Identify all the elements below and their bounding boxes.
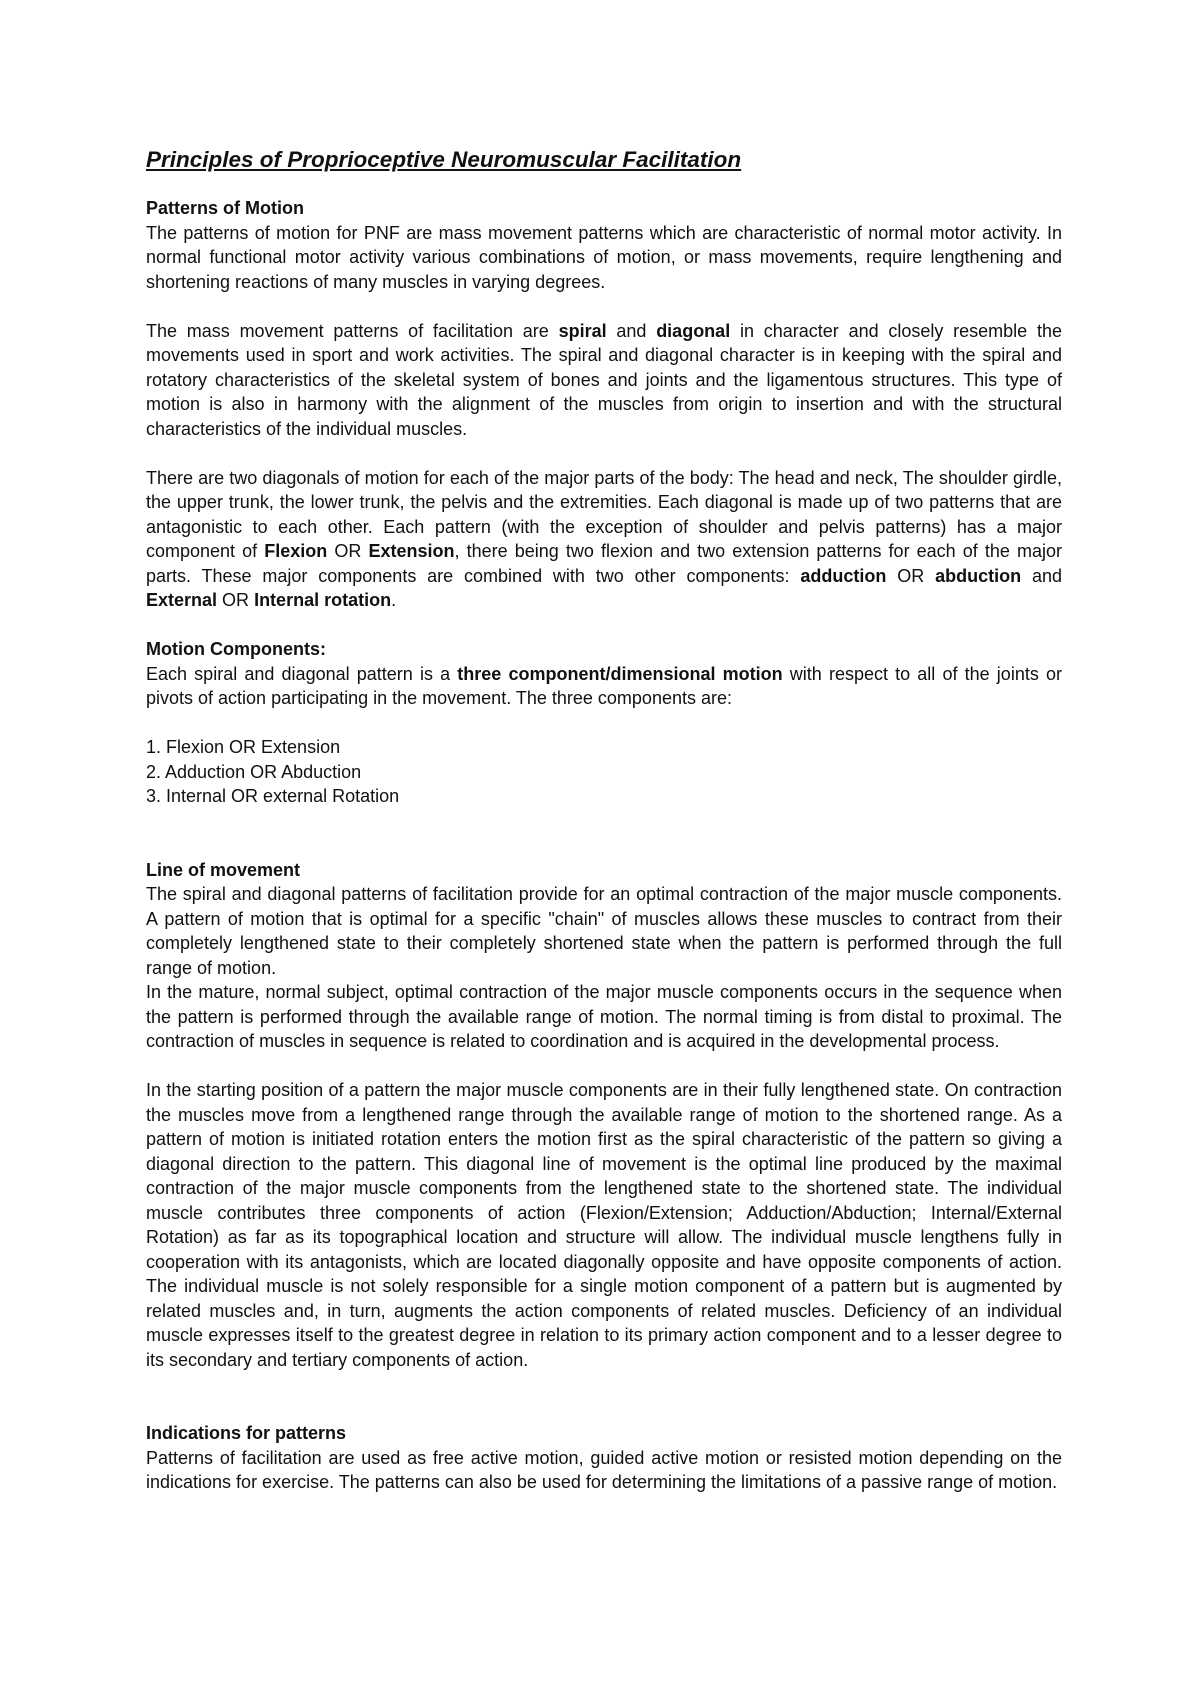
text-run: with respect to all of the joints or pivots of action participating in the movement. The three components are:	[146, 663, 1062, 708]
section-heading: Patterns of Motion	[146, 198, 304, 218]
list-item: 1. Flexion OR Extension	[146, 737, 341, 757]
paragraph	[146, 466, 1062, 613]
text-run: OR	[217, 590, 255, 610]
bold-term-extension: Extension	[368, 541, 455, 561]
text-run: .	[391, 590, 397, 610]
list-item: 3. Internal OR external Rotation	[146, 786, 400, 806]
list-item: 2. Adduction OR Abduction	[146, 761, 362, 782]
paragraph	[146, 319, 1062, 442]
bold-term-three-component: three component/dimensional motion	[457, 663, 783, 684]
section-patterns-of-motion	[146, 196, 1062, 613]
paragraph: Patterns of facilitation are used as free active motion, guided active motion or resisted motion depending on the indications for exercise. The patterns can also be used for determining the limitations of a passive range of motion.	[146, 1447, 1062, 1492]
bold-term-abduction: abduction	[935, 565, 1022, 586]
section-motion-components	[146, 637, 1062, 809]
paragraph: In the mature, normal subject, optimal contraction of the major muscle components occurs in the sequence when the pattern is performed through the available range of motion. The normal timing is from distal to proximal. The contraction of muscles in sequence is related to coordination and is acquired in the developmental process.	[146, 982, 1062, 1051]
text-run: and	[606, 320, 657, 341]
section-heading: Indications for patterns	[146, 1423, 347, 1443]
text-run: in character and closely resemble the movements used in sport and work activities. The spiral and diagonal character is in keeping with the spiral and rotatory characteristics of the skeletal system of bones and joints and the ligamentous structures. This type of motion is also in harmony with the alignment of the muscles from origin to insertion and with the structural characteristics of the individual muscles.	[146, 320, 1062, 439]
bold-term-flexion: Flexion	[264, 541, 328, 561]
bold-term-diagonal: diagonal	[656, 320, 731, 341]
text-run: and	[1021, 565, 1062, 586]
text-run: OR	[327, 541, 369, 561]
bold-term-spiral: spiral	[558, 320, 607, 341]
text-run: There are two diagonals of motion for each of the major parts of the body: The head and neck, The shoulder girdle, the upper trunk, the lower trunk, the pelvis and the extremities. Each diagonal is made up of two patterns that are antagonistic to each other. Each pattern (with the exception of shoulder and pelvis patterns) has a major component of	[146, 467, 1062, 561]
bold-term-internal-rotation: Internal rotation	[254, 590, 392, 610]
paragraph: The patterns of motion for PNF are mass movement patterns which are characteristic of normal motor activity. In normal functional motor activity various combinations of motion, or mass movements, require lengthening and shortening reactions of many muscles in varying degrees.	[146, 222, 1062, 292]
paragraph: In the starting position of a pattern the major muscle components are in their fully lengthened state. On contraction the muscles move from a lengthened range through the available range of motion to the shortened range. As a pattern of motion is initiated rotation enters the motion first as the spiral characteristic of the pattern so giving a diagonal direction to the pattern. This diagonal line of movement is the optimal line produced by the maximal contraction of the major muscle components from the lengthened state to the shortened state. The individual muscle contributes three components of action (Flexion/Extension; Adduction/Abduction; Internal/External Rotation) as far as its topographical location and structure will allow. The individual muscle lengthens fully in cooperation with its antagonists, which are located diagonally opposite and have opposite components of action. The individual muscle is not solely responsible for a single motion component of a pattern but is augmented by related muscles and, in turn, augments the action components of related muscles. Deficiency of an individual muscle expresses itself to the greatest degree in relation to its primary action component and to a lesser degree to its secondary and tertiary components of action.	[146, 1080, 1062, 1370]
text-run: OR	[886, 565, 936, 586]
text-run: , there being two flexion and two extension patterns for each of the major parts. These major components are combined with two other components:	[146, 541, 1063, 586]
bold-term-external: External	[146, 590, 218, 610]
section-heading: Line of movement	[146, 859, 301, 880]
paragraph	[146, 662, 1062, 711]
page-title: Principles of Proprioceptive Neuromuscular Facilitation	[146, 147, 742, 172]
bold-term-adduction: adduction	[800, 565, 887, 586]
section-indications	[146, 1421, 1062, 1495]
components-list	[146, 735, 1062, 809]
section-heading: Motion Components:	[146, 639, 326, 659]
text-run: The mass movement patterns of facilitation are	[146, 320, 559, 341]
text-run: Each spiral and diagonal pattern is a	[146, 663, 458, 684]
section-line-of-movement	[146, 858, 1062, 1373]
paragraph: The spiral and diagonal patterns of facilitation provide for an optimal contraction of the major muscle components. A pattern of motion that is optimal for a specific "chain" of muscles allows these muscles to contract from their completely lengthened state to their completely shortened state when the pattern is performed through the full range of motion.	[146, 884, 1062, 978]
